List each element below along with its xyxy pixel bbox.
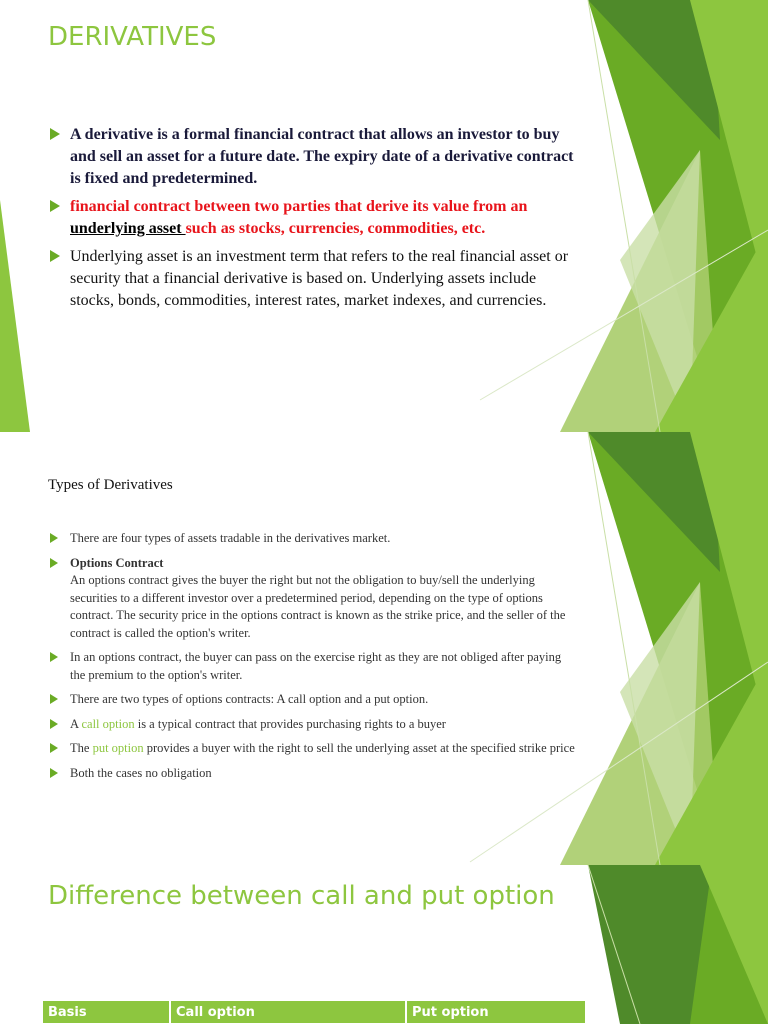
slide-title: DERIVATIVES: [48, 22, 217, 52]
bullet-list: [48, 530, 576, 789]
put-option-link[interactable]: put option: [92, 741, 144, 755]
list-item: [48, 530, 576, 548]
bullet-arrow-icon: [50, 652, 58, 662]
bullet-text: A: [70, 716, 82, 731]
bullet-heading: Options Contract: [70, 555, 164, 570]
slide-call-vs-put: [0, 865, 768, 1024]
table-header-cell: Basis: [43, 1001, 170, 1023]
bullet-text: is a typical contract that provides purchasing rights to a buyer: [134, 716, 446, 731]
list-item: [48, 196, 583, 240]
list-item: [48, 246, 583, 312]
bullet-list: [48, 124, 583, 318]
list-item: [48, 649, 576, 684]
table-header-row: [43, 1001, 585, 1023]
bullet-text: An options contract gives the buyer the right but not the obligation to buy/sell the underlying securities to a different investor over a predetermined period, depending on the type of options contract. The security price in the options contract is known as the strike price, and the seller of the contract is called the option's writer.: [70, 573, 566, 640]
bullet-arrow-icon: [50, 128, 60, 140]
slide-title: Difference between call and put option: [48, 881, 555, 911]
list-item: [48, 124, 583, 190]
table-header-cell: Call option: [170, 1001, 406, 1023]
bullet-arrow-icon: [50, 558, 58, 568]
bullet-text: Both the cases no obligation: [70, 765, 212, 780]
bullet-text: provides a buyer with the right to sell the underlying asset at the specified strike price: [143, 741, 575, 755]
bullet-text: such as stocks, currencies, commodities, etc.: [185, 220, 486, 237]
call-option-link[interactable]: call option: [81, 716, 135, 731]
table-header-cell: Put option: [406, 1001, 585, 1023]
comparison-table: [43, 1001, 585, 1023]
list-item: [48, 691, 576, 709]
bullet-arrow-icon: [50, 768, 58, 778]
bullet-text: There are four types of assets tradable in the derivatives market.: [70, 531, 391, 545]
bullet-arrow-icon: [50, 743, 58, 753]
bullet-arrow-icon: [50, 694, 58, 704]
bullet-arrow-icon: [50, 250, 60, 262]
slide-derivatives: [0, 0, 768, 432]
slide-types-of-derivatives: [0, 432, 768, 865]
underlying-asset-link[interactable]: underlying asset: [70, 220, 186, 237]
list-item: [48, 765, 576, 783]
bullet-arrow-icon: [50, 533, 58, 543]
bullet-arrow-icon: [50, 719, 58, 729]
list-item: [48, 716, 576, 734]
bullet-text: In an options contract, the buyer can pass on the exercise right as they are not obliged after paying the premium to the option's writer.: [70, 650, 562, 682]
bullet-text: Underlying asset is an investment term that refers to the real financial asset or security that a financial derivative is based on. Underlying assets include stocks, bonds, commodities, interest rates, market indexes, and currencies.: [70, 248, 569, 309]
bullet-text: A derivative is a formal financial contract that allows an investor to buy and sell an asset for a future date. The expiry date of a derivative contract is fixed and predetermined.: [70, 126, 574, 187]
slide-title: Types of Derivatives: [48, 477, 173, 493]
bullet-arrow-icon: [50, 200, 60, 212]
list-item: [48, 555, 576, 643]
bullet-text: There are two types of options contracts: A call option and a put option.: [70, 692, 429, 706]
list-item: [48, 740, 576, 758]
bullet-text: The: [70, 741, 93, 755]
bullet-text: financial contract between two parties that derive its value from an: [70, 198, 528, 215]
